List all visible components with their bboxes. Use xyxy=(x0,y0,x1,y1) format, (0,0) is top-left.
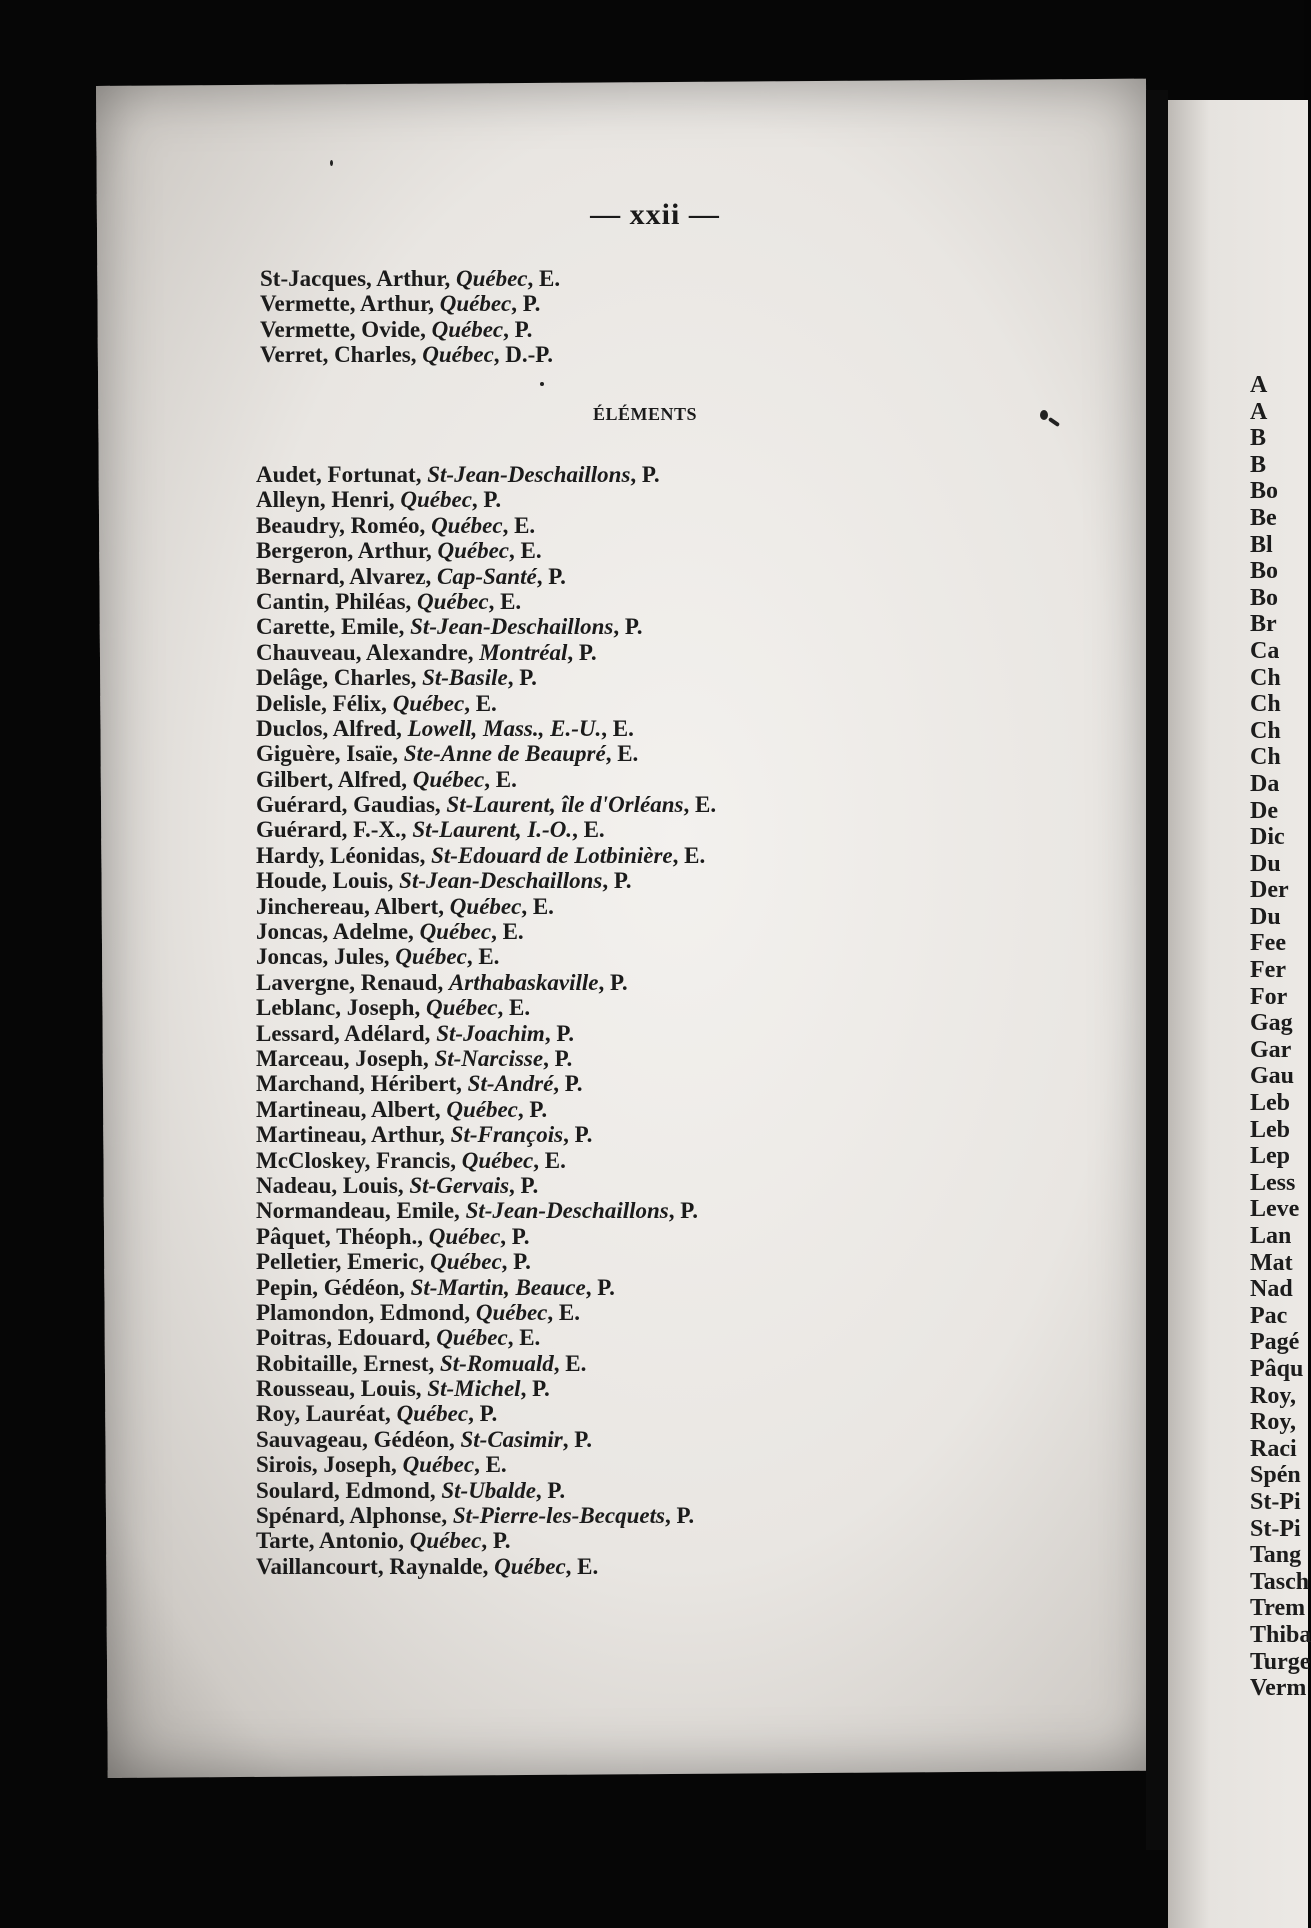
facing-page-fragment: A xyxy=(1250,398,1268,425)
entry-role: , P. xyxy=(468,1401,498,1427)
entry-place: St-Narcisse xyxy=(434,1045,544,1071)
entry-name: Bergeron, Arthur, xyxy=(256,538,438,564)
entry-role: , P. xyxy=(544,1020,575,1046)
entry-place: Québec xyxy=(396,1401,469,1427)
entry-line xyxy=(256,1275,716,1300)
entry-place: St-Michel xyxy=(427,1376,521,1402)
facing-page-fragment: Da xyxy=(1250,770,1280,797)
entry-name: Vermette, Ovide, xyxy=(260,316,432,342)
entry-place: St-Edouard de Lotbinière xyxy=(431,842,673,868)
facing-page-fragment: Der xyxy=(1250,877,1289,904)
entry-role: , E. xyxy=(521,893,554,919)
facing-page-fragment: Roy, xyxy=(1250,1409,1297,1436)
entry-line xyxy=(256,817,716,842)
entry-name: Delâge, Charles, xyxy=(256,665,423,691)
entry-place: St-Jean-Deschaillons xyxy=(465,1198,669,1224)
entry-line xyxy=(256,1173,716,1198)
entry-line xyxy=(256,716,716,741)
entry-name: Rousseau, Louis, xyxy=(256,1376,428,1402)
entry-place: Québec xyxy=(395,944,467,970)
entry-name: Lavergne, Renaud, xyxy=(256,969,449,995)
entry-place: St-Joachim xyxy=(436,1020,545,1046)
entry-line xyxy=(256,589,716,614)
entry-role: , E. xyxy=(508,538,542,564)
facing-page-fragment: Ch xyxy=(1250,744,1281,771)
entry-name: Pâquet, Théoph., xyxy=(256,1223,429,1249)
entry-name: Spénard, Alphonse, xyxy=(256,1503,453,1529)
entry-place: Québec xyxy=(431,316,504,342)
entry-place: Québec xyxy=(449,893,522,919)
entry-place: Québec xyxy=(428,1223,501,1249)
facing-page-fragment: Bo xyxy=(1250,584,1279,611)
facing-page-fragment: Verm xyxy=(1250,1675,1307,1702)
entry-line xyxy=(260,291,560,316)
entry-role: , P. xyxy=(664,1503,695,1529)
entry-role: , P. xyxy=(507,665,537,691)
entry-line xyxy=(260,317,560,342)
facing-page-fragment: Raci xyxy=(1250,1435,1297,1462)
facing-page-fragment: Lan xyxy=(1250,1223,1292,1249)
facing-page-fragment: Bo xyxy=(1250,478,1279,505)
entry-name: Carette, Emile, xyxy=(256,614,411,640)
entry-place: Québec xyxy=(419,919,492,945)
entry-name: Delisle, Félix, xyxy=(256,690,393,716)
facing-page-fragment: Dic xyxy=(1250,824,1285,851)
entry-place: Québec xyxy=(475,1299,548,1325)
facing-page-fragment: Fee xyxy=(1250,930,1286,957)
entry-name: Tarte, Antonio, xyxy=(256,1528,410,1554)
entry-role: , P. xyxy=(471,487,502,513)
entry-role: , E. xyxy=(547,1299,580,1325)
entry-place: Arthabaskaville xyxy=(448,969,599,995)
facing-page-fragment: Turge xyxy=(1250,1648,1311,1675)
entry-place: Québec xyxy=(436,1325,508,1351)
entry-role: , P. xyxy=(503,316,533,342)
entry-line xyxy=(256,691,716,716)
entry-line xyxy=(256,792,716,817)
entry-line xyxy=(256,995,716,1020)
entry-line xyxy=(256,894,716,919)
facing-page-fragment: Pagé xyxy=(1250,1329,1300,1356)
entry-line xyxy=(256,1122,716,1147)
entry-role: , D.-P. xyxy=(493,342,553,368)
entry-role: , E. xyxy=(565,1553,599,1579)
elements-entry-list xyxy=(256,462,716,1579)
entry-name: Vermette, Arthur, xyxy=(260,291,440,317)
entry-role: , E. xyxy=(466,944,500,970)
entry-place: St-Pierre-les-Becquets xyxy=(452,1503,665,1529)
entry-role: , E. xyxy=(601,715,634,741)
entry-place: St-André xyxy=(467,1071,554,1097)
entry-name: Guérard, Gaudias, xyxy=(256,792,447,818)
entry-line xyxy=(256,564,716,589)
entry-line xyxy=(256,1249,716,1274)
entry-line xyxy=(256,1554,716,1579)
facing-page-fragment: Pâqu xyxy=(1250,1355,1304,1382)
entry-line xyxy=(256,1351,716,1376)
entry-line xyxy=(256,1198,716,1223)
entry-role: , P. xyxy=(536,563,566,589)
entry-line xyxy=(256,1021,716,1046)
entry-role: , P. xyxy=(668,1198,698,1224)
entry-name: Cantin, Philéas, xyxy=(256,588,418,614)
entry-role: , P. xyxy=(567,639,597,665)
entry-place: Québec xyxy=(422,342,494,368)
entry-line xyxy=(256,487,716,512)
entry-place: Québec xyxy=(439,291,512,317)
facing-page-fragment: Fer xyxy=(1250,957,1286,984)
entry-line xyxy=(260,342,560,367)
entry-line xyxy=(256,970,716,995)
entry-role: , E. xyxy=(474,1452,507,1478)
entry-name: Beaudry, Roméo, xyxy=(256,512,432,538)
facing-page-fragment: Spén xyxy=(1250,1462,1301,1489)
facing-page-fragment: Du xyxy=(1250,850,1281,877)
entry-role: , P. xyxy=(511,291,541,317)
entry-role: , P. xyxy=(543,1045,573,1071)
entry-name: McCloskey, Francis, xyxy=(256,1147,462,1173)
facing-page-fragment: St-Pi xyxy=(1250,1515,1301,1542)
entry-role: , E. xyxy=(672,842,706,868)
entry-name: Marchand, Héribert, xyxy=(256,1071,468,1097)
facing-page-fragment: B xyxy=(1250,451,1267,478)
entry-place: Lowell, Mass., E.-U. xyxy=(407,715,602,741)
entry-place: Québec xyxy=(455,266,528,291)
entry-place: Québec xyxy=(392,690,465,716)
entry-line xyxy=(256,1325,716,1350)
book-gutter xyxy=(1146,90,1168,1850)
entry-line xyxy=(256,1046,716,1071)
entry-line xyxy=(256,1376,716,1401)
facing-page-fragment: Ch xyxy=(1250,664,1281,691)
facing-page-fragment: Nad xyxy=(1250,1276,1293,1303)
facing-page-fragment: Lep xyxy=(1250,1143,1291,1170)
entry-place: Québec xyxy=(446,1096,518,1122)
entry-name: Robitaille, Ernest, xyxy=(256,1350,440,1376)
entry-place: Québec xyxy=(437,538,509,564)
entry-place: Ste-Anne de Beaupré xyxy=(403,741,606,767)
facing-page-fragment: Roy, xyxy=(1250,1382,1297,1409)
entry-name: Lessard, Adélard, xyxy=(256,1020,437,1046)
entry-name: Martineau, Albert, xyxy=(256,1096,447,1122)
entry-role: , P. xyxy=(500,1223,530,1249)
entry-line xyxy=(256,1071,716,1096)
entry-role: , E. xyxy=(683,792,717,818)
entry-role: , P. xyxy=(517,1096,548,1122)
entry-line xyxy=(256,843,716,868)
facing-page-fragment: Bl xyxy=(1250,531,1273,558)
entry-role: , E. xyxy=(497,995,531,1021)
top-entry-list xyxy=(260,266,560,368)
entry-name: Soulard, Edmond, xyxy=(256,1477,442,1503)
entry-name: Sirois, Joseph, xyxy=(256,1452,403,1478)
entry-line xyxy=(256,767,716,792)
entry-role: , P. xyxy=(520,1376,550,1402)
facing-page-fragment: Thiba xyxy=(1250,1621,1311,1648)
page-number: — xxii — xyxy=(590,198,720,231)
entry-line xyxy=(256,919,716,944)
entry-name: Leblanc, Joseph, xyxy=(256,995,426,1021)
entry-place: Québec xyxy=(461,1147,534,1173)
entry-place: Québec xyxy=(412,766,485,792)
entry-line xyxy=(256,1097,716,1122)
entry-place: Québec xyxy=(402,1452,475,1478)
entry-line xyxy=(256,640,716,665)
entry-role: , E. xyxy=(488,588,522,614)
ink-speck xyxy=(330,160,333,166)
facing-page-fragment: B xyxy=(1250,425,1267,452)
entry-role: , P. xyxy=(553,1071,583,1097)
entry-name: Duclos, Alfred, xyxy=(256,715,408,741)
entry-place: St-Basile xyxy=(422,665,508,691)
entry-name: Alleyn, Henri, xyxy=(256,487,401,513)
entry-line xyxy=(256,741,716,766)
facing-page-fragment: Leve xyxy=(1250,1196,1300,1223)
facing-page-fragment: Leb xyxy=(1250,1090,1291,1117)
entry-line xyxy=(256,868,716,893)
entry-place: St-Ubalde xyxy=(441,1477,536,1503)
entry-place: Québec xyxy=(417,588,489,614)
entry-place: St-François xyxy=(450,1122,564,1148)
facing-page-fragment: Less xyxy=(1250,1169,1296,1196)
entry-name: Giguère, Isaïe, xyxy=(256,741,404,767)
entry-name: Nadeau, Louis, xyxy=(256,1172,410,1198)
facing-page-fragment: Tasch xyxy=(1250,1568,1310,1595)
entry-role: , P. xyxy=(598,969,628,995)
entry-name: Bernard, Alvarez, xyxy=(256,563,437,589)
facing-page-fragment: A xyxy=(1250,372,1268,398)
entry-role: , E. xyxy=(553,1350,587,1376)
entry-line xyxy=(256,1427,716,1452)
facing-page-fragment: Tang xyxy=(1250,1542,1302,1569)
entry-role: , P. xyxy=(509,1172,539,1198)
entry-role: , E. xyxy=(491,919,524,945)
entry-name: Normandeau, Emile, xyxy=(256,1198,466,1224)
entry-name: Houde, Louis, xyxy=(256,868,400,894)
entry-name: Joncas, Jules, xyxy=(256,944,396,970)
facing-page-fragment: Gar xyxy=(1250,1036,1292,1063)
entry-name: Sauvageau, Gédéon, xyxy=(256,1426,461,1452)
facing-page-fragment: Ch xyxy=(1250,691,1281,718)
entry-place: Québec xyxy=(431,512,503,538)
facing-page-fragment-list xyxy=(1250,372,1311,1702)
entry-role: , P. xyxy=(613,614,643,640)
entry-role: , E. xyxy=(484,766,517,792)
entry-name: Martineau, Arthur, xyxy=(256,1122,451,1148)
entry-name: Marceau, Joseph, xyxy=(256,1045,435,1071)
entry-line xyxy=(260,266,560,291)
entry-place: Québec xyxy=(430,1249,502,1275)
facing-page-fragment: Gag xyxy=(1250,1010,1293,1037)
facing-page-fragment: Trem xyxy=(1250,1595,1306,1622)
entry-place: St-Martin, Beauce xyxy=(410,1274,586,1300)
facing-page-fragment: Gau xyxy=(1250,1063,1295,1090)
facing-page-fragment: Mat xyxy=(1250,1249,1293,1276)
entry-role: , P. xyxy=(630,462,660,487)
entry-role: , E. xyxy=(527,266,561,291)
entry-name: Poitras, Edouard, xyxy=(256,1325,437,1351)
entry-role: , E. xyxy=(605,741,639,767)
entry-place: Québec xyxy=(425,995,498,1021)
entry-name: Hardy, Léonidas, xyxy=(256,842,432,868)
ink-speck xyxy=(540,382,544,386)
entry-name: Jinchereau, Albert, xyxy=(256,893,450,919)
facing-page-fragment: Be xyxy=(1250,504,1277,531)
entry-place: Québec xyxy=(494,1553,566,1579)
facing-page-fragment: Leb xyxy=(1250,1116,1291,1143)
entry-role: , P. xyxy=(563,1122,593,1148)
entry-role: , E. xyxy=(572,817,605,843)
entry-place: St-Casimir xyxy=(460,1426,563,1452)
entry-name: Joncas, Adelme, xyxy=(256,919,420,945)
entry-line xyxy=(256,1148,716,1173)
facing-page-fragment: Bo xyxy=(1250,558,1279,585)
entry-line xyxy=(256,462,716,487)
entry-place: St-Laurent, I.-O. xyxy=(412,817,573,843)
entry-line xyxy=(256,1452,716,1477)
entry-role: , P. xyxy=(481,1528,511,1554)
entry-line xyxy=(256,1528,716,1553)
entry-place: St-Laurent, île d'Orléans xyxy=(446,792,684,818)
entry-line xyxy=(256,1478,716,1503)
entry-place: St-Jean-Deschaillons xyxy=(410,614,614,640)
entry-role: , P. xyxy=(501,1249,531,1275)
facing-page-fragment: De xyxy=(1250,797,1278,824)
facing-page-fragment: Pac xyxy=(1250,1302,1288,1329)
entry-place: St-Jean-Deschaillons xyxy=(399,868,603,894)
facing-page-fragment: Ch xyxy=(1250,717,1281,744)
entry-name: Verret, Charles, xyxy=(260,342,423,368)
entry-role: , E. xyxy=(533,1147,566,1173)
entry-role: , E. xyxy=(507,1325,541,1351)
entry-name: Plamondon, Edmond, xyxy=(256,1299,476,1325)
ink-speck xyxy=(1040,410,1048,420)
entry-name: Pepin, Gédéon, xyxy=(256,1274,411,1300)
section-title: ÉLÉMENTS xyxy=(592,404,698,424)
facing-page-fragment: Br xyxy=(1250,611,1277,638)
entry-place: Québec xyxy=(400,487,472,513)
entry-line xyxy=(256,1224,716,1249)
entry-role: , P. xyxy=(535,1477,566,1503)
entry-place: St-Romuald xyxy=(440,1350,554,1376)
entry-line xyxy=(256,665,716,690)
facing-page-fragment: For xyxy=(1250,983,1288,1010)
facing-page xyxy=(1168,100,1311,1928)
entry-role: , E. xyxy=(464,690,497,716)
entry-name: Audet, Fortunat, xyxy=(256,462,428,487)
entry-role: , P. xyxy=(602,868,632,894)
entry-role: , P. xyxy=(562,1426,592,1452)
entry-name: Vaillancourt, Raynalde, xyxy=(256,1553,495,1579)
entry-place: St-Gervais xyxy=(409,1172,510,1198)
entry-name: Pelletier, Emeric, xyxy=(256,1249,431,1275)
facing-page-fragment: Ca xyxy=(1250,637,1280,664)
entry-place: Montréal xyxy=(479,639,568,665)
entry-role: , E. xyxy=(502,512,536,538)
entry-place: St-Jean-Deschaillons xyxy=(427,462,631,487)
entry-name: St-Jacques, Arthur, xyxy=(260,266,456,291)
facing-page-fragment: Du xyxy=(1250,903,1281,930)
entry-line xyxy=(256,1300,716,1325)
entry-name: Guérard, F.-X., xyxy=(256,817,413,843)
entry-line xyxy=(256,614,716,639)
entry-place: Cap-Santé xyxy=(437,563,537,589)
entry-line xyxy=(256,944,716,969)
entry-name: Gilbert, Alfred, xyxy=(256,766,413,792)
entry-name: Roy, Lauréat, xyxy=(256,1401,397,1427)
entry-place: Québec xyxy=(409,1528,482,1554)
facing-page-fragment: St-Pi xyxy=(1250,1488,1301,1515)
entry-name: Chauveau, Alexandre, xyxy=(256,639,480,665)
entry-line xyxy=(256,538,716,563)
entry-line xyxy=(256,1401,716,1426)
entry-line xyxy=(256,1503,716,1528)
entry-line xyxy=(256,513,716,538)
entry-role: , P. xyxy=(585,1274,615,1300)
